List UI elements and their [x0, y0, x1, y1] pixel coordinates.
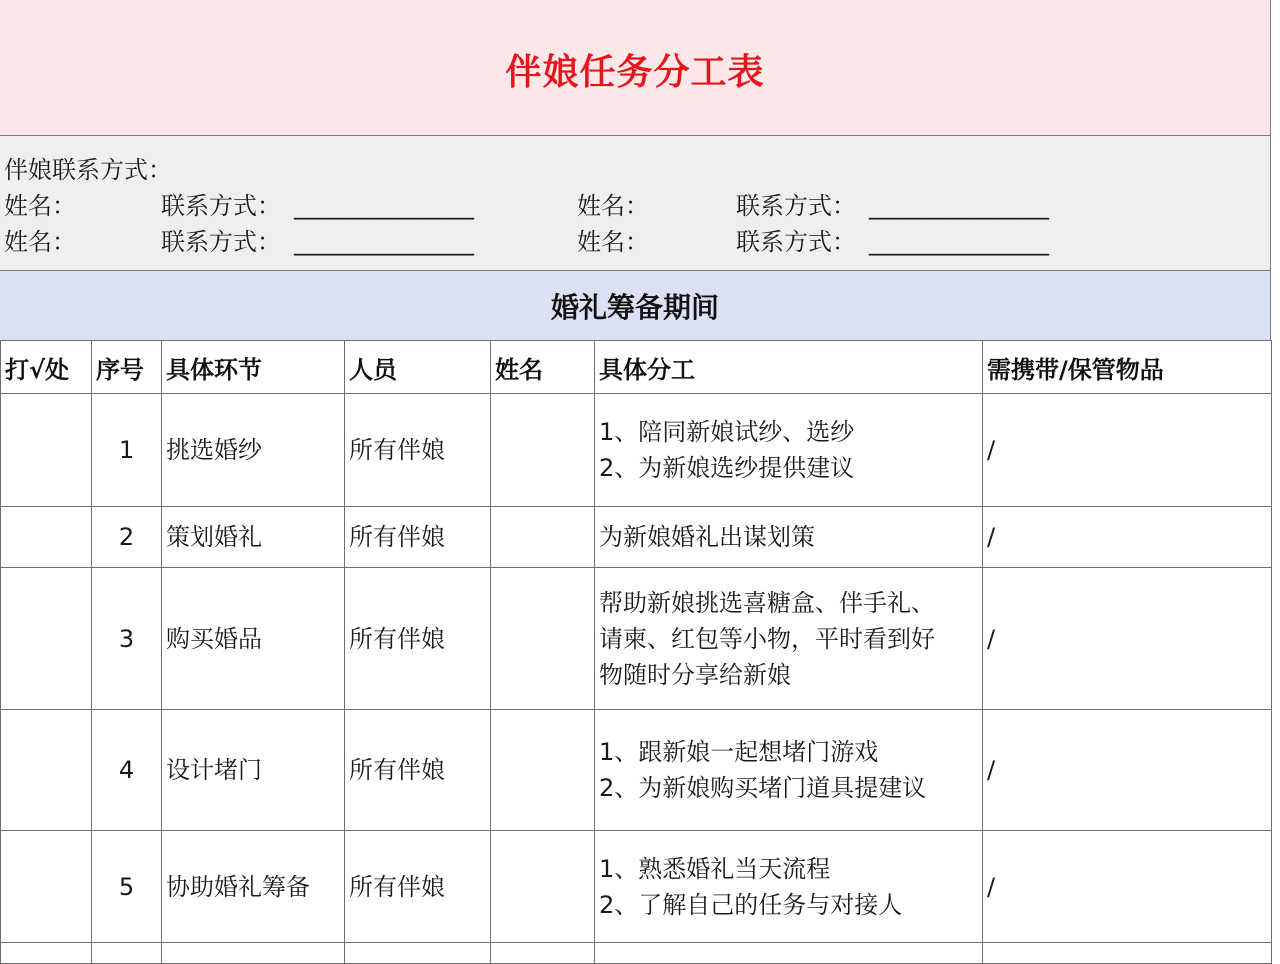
task-line: 2、了解自己的任务与对接人: [599, 890, 903, 919]
stage-cell: 策划婚礼: [162, 507, 345, 568]
name-cell[interactable]: [491, 943, 595, 964]
contact-phone-blank[interactable]: _______________: [869, 192, 1049, 220]
name-cell[interactable]: [491, 831, 595, 943]
task-line: 1、跟新娘一起想堵门游戏: [599, 738, 879, 766]
check-cell[interactable]: [1, 394, 92, 507]
contact-name-label: 姓名：: [577, 192, 649, 220]
table-row: [1, 507, 1272, 568]
task-table: [0, 340, 1272, 964]
contact-phone-label: 联系方式：: [161, 228, 281, 256]
tasks-cell: [595, 943, 983, 964]
name-cell[interactable]: [491, 710, 595, 831]
column-header-staff: 人员: [345, 341, 491, 394]
number-cell: 1: [92, 394, 162, 507]
task-line: 2、为新娘购买堵门道具提建议: [599, 774, 927, 802]
staff-cell: 所有伴娘: [345, 568, 491, 710]
column-header-name: 姓名: [491, 341, 595, 394]
staff-cell: [345, 943, 491, 964]
column-header-items: 需携带/保管物品: [983, 341, 1272, 394]
items-cell: [983, 943, 1272, 964]
stage-cell: 购买婚品: [162, 568, 345, 710]
staff-cell: 所有伴娘: [345, 394, 491, 507]
task-line: 1、熟悉婚礼当天流程: [599, 854, 831, 883]
items-cell: /: [983, 710, 1272, 831]
check-cell[interactable]: [1, 710, 92, 831]
table-row-partial: [1, 943, 1272, 964]
stage-cell: 挑选婚纱: [162, 394, 345, 507]
items-cell: /: [983, 394, 1272, 507]
stage-cell: 设计堵门: [162, 710, 345, 831]
items-cell: /: [983, 568, 1272, 710]
tasks-cell: [595, 568, 983, 710]
name-cell[interactable]: [491, 394, 595, 507]
tasks-cell: [595, 831, 983, 943]
number-cell: 3: [92, 568, 162, 710]
items-cell: /: [983, 831, 1272, 943]
contact-phone-label: 联系方式：: [736, 192, 856, 220]
staff-cell: 所有伴娘: [345, 831, 491, 943]
stage-cell: 协助婚礼筹备: [162, 831, 345, 943]
section-title: 婚礼筹备期间: [550, 290, 719, 324]
stage-cell: [162, 943, 345, 964]
check-cell[interactable]: [1, 507, 92, 568]
number-cell: [92, 943, 162, 964]
task-line: 1、陪同新娘试纱、选纱: [599, 418, 855, 446]
table-row: [1, 394, 1272, 507]
tasks-cell: [595, 394, 983, 507]
number-cell: 4: [92, 710, 162, 831]
staff-cell: 所有伴娘: [345, 507, 491, 568]
page-title: 伴娘任务分工表: [505, 52, 765, 93]
check-cell[interactable]: [1, 568, 92, 710]
table-header-row: [1, 341, 1272, 394]
task-line: 为新娘婚礼出谋划策: [599, 523, 815, 551]
table-row: [1, 568, 1272, 710]
contact-phone-label: 联系方式：: [161, 192, 281, 220]
contact-name-label: 姓名：: [4, 192, 76, 220]
table-row: [1, 710, 1272, 831]
check-cell[interactable]: [1, 831, 92, 943]
contact-phone-label: 联系方式：: [736, 228, 856, 256]
task-line: 物随时分享给新娘: [599, 660, 791, 689]
number-cell: 2: [92, 507, 162, 568]
staff-cell: 所有伴娘: [345, 710, 491, 831]
check-cell[interactable]: [1, 943, 92, 964]
column-header-tasks: 具体分工: [595, 341, 983, 394]
contact-section: [0, 136, 1270, 271]
tasks-cell: [595, 507, 983, 568]
task-line: 请柬、红包等小物，平时看到好: [599, 624, 935, 653]
task-line: 2、为新娘选纱提供建议: [599, 454, 855, 482]
column-header-stage: 具体环节: [162, 341, 345, 394]
contact-phone-blank[interactable]: _______________: [294, 192, 474, 220]
number-cell: 5: [92, 831, 162, 943]
contact-heading: 伴娘联系方式：: [4, 156, 172, 184]
items-cell: /: [983, 507, 1272, 568]
table-row: [1, 831, 1272, 943]
title-banner: [0, 0, 1270, 136]
contact-name-label: 姓名：: [577, 228, 649, 256]
column-header-number: 序号: [92, 341, 162, 394]
name-cell[interactable]: [491, 507, 595, 568]
column-header-check: 打√处: [1, 341, 92, 394]
contact-phone-blank[interactable]: _______________: [294, 228, 474, 256]
sheet-right-border: [1270, 0, 1271, 340]
name-cell[interactable]: [491, 568, 595, 710]
contact-name-label: 姓名：: [4, 228, 76, 256]
tasks-cell: [595, 710, 983, 831]
contact-phone-blank[interactable]: _______________: [869, 228, 1049, 256]
task-line: 帮助新娘挑选喜糖盒、伴手礼、: [599, 588, 935, 617]
section-header: [0, 271, 1270, 341]
